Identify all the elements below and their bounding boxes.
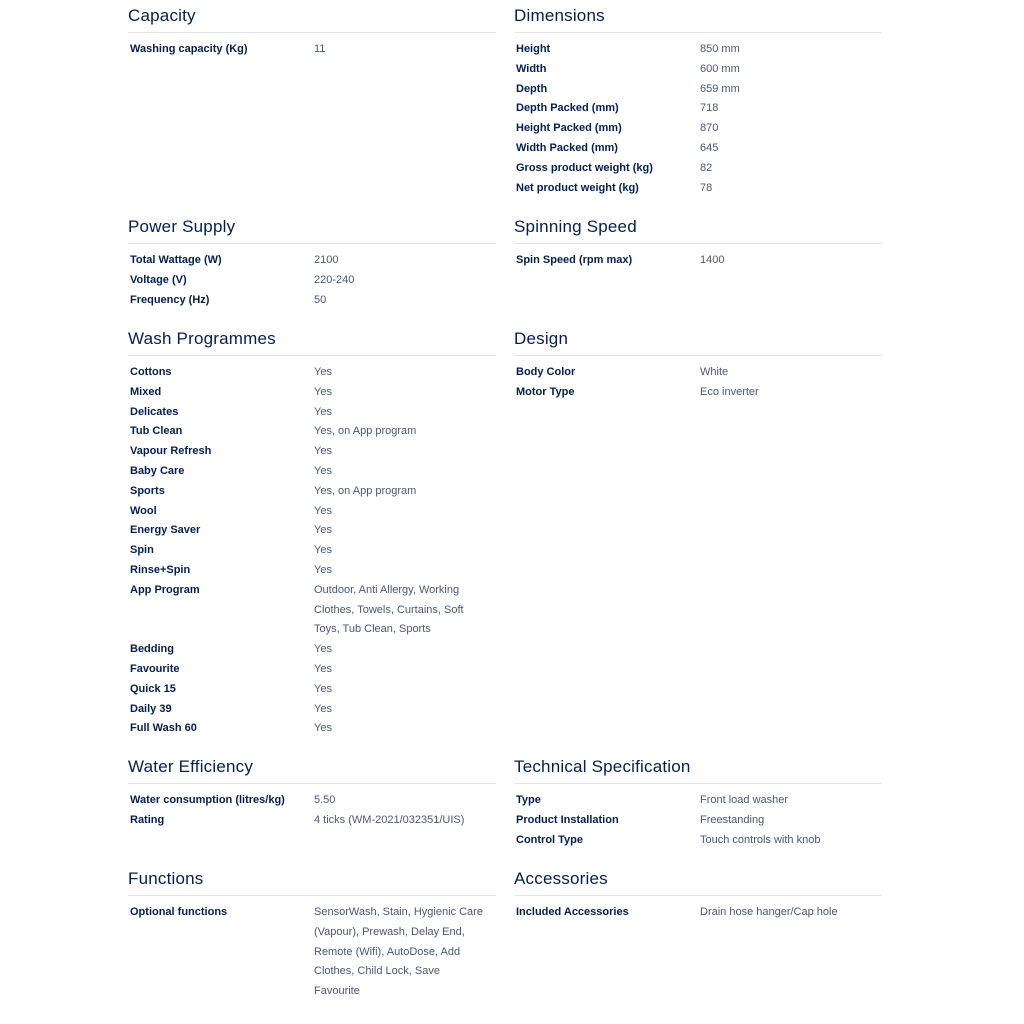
spec-label: Vapour Refresh [130,445,212,458]
spec-row [128,383,496,403]
spec-row [514,80,882,100]
spec-label: Baby Care [130,464,185,477]
spec-label: Type [516,794,541,806]
spec-row [128,791,496,811]
spec-value: Freestanding [700,813,765,826]
section-title: Dimensions [514,2,882,33]
spec-value: Yes [314,405,332,418]
spec-label: Daily 39 [130,702,172,715]
section-wash-programmes [128,325,496,739]
spec-label: Quick 15 [130,682,176,695]
spec-row [128,502,496,522]
section-title: Power Supply [128,213,496,244]
spec-value: Yes [314,682,332,695]
spec-row [514,903,882,923]
spec-value: Touch controls with knob [700,833,821,846]
spec-label: Width [516,62,547,75]
section-design [514,325,882,403]
spec-label: Mixed [130,385,162,398]
spec-label: Delicates [130,405,179,418]
spec-label: Width Packed (mm) [516,141,618,154]
spec-row [128,903,496,1002]
spec-label: Tub Clean [130,425,183,438]
spec-row [514,363,882,383]
spec-rows [514,356,882,403]
spec-row [128,291,496,311]
spec-row [128,363,496,383]
spec-label: Body Color [516,366,576,378]
spec-label: Height [516,43,551,55]
spec-label: Sports [130,484,165,497]
spec-label: Rating [130,813,165,826]
spec-value: 659 mm [700,82,740,95]
section-technical-specification [514,753,882,850]
spec-row [128,482,496,502]
spec-rows [128,33,496,60]
spec-row [514,383,882,403]
spec-rows [514,33,882,198]
spec-value: 1400 [700,254,725,266]
spec-label: Gross product weight (kg) [516,161,653,174]
spec-row [128,541,496,561]
spec-row [514,791,882,811]
spec-label: Rinse+Spin [130,563,191,576]
section-capacity [128,2,496,60]
spec-row [514,811,882,831]
spec-row [514,251,882,271]
section-power-supply [128,213,496,310]
spec-value: Yes, on App program [314,425,417,438]
spec-value: 850 mm [700,43,740,55]
spec-label: Energy Saver [130,524,201,537]
section-title: Water Efficiency [128,753,496,784]
spec-value: Drain hose hanger/Cap hole [700,906,838,918]
spec-value: Yes, on App program [314,484,417,497]
spec-label: Depth [516,82,548,95]
spec-value: Yes [314,563,332,576]
spec-row [128,660,496,680]
spec-value: Front load washer [700,794,789,806]
spec-row [128,422,496,442]
spec-row [128,40,496,60]
section-functions [128,865,496,1002]
spec-value: 718 [700,102,719,115]
spec-value: 78 [700,181,713,194]
spec-value: Eco inverter [700,385,759,398]
spec-rows [128,896,496,1002]
spec-label: Net product weight (kg) [516,181,639,194]
spec-value: 600 mm [700,62,740,75]
spec-label: App Program [130,583,200,596]
spec-label: Included Accessories [516,906,629,918]
spec-label: Frequency (Hz) [130,293,210,306]
spec-row [128,719,496,739]
spec-label: Full Wash 60 [130,722,197,735]
section-title: Accessories [514,865,882,896]
section-title: Design [514,325,882,356]
section-accessories [514,865,882,923]
spec-row [514,60,882,80]
spec-row [128,581,496,640]
section-title: Capacity [128,2,496,33]
section-spinning-speed [514,213,882,271]
section-dimensions [514,2,882,198]
spec-value: SensorWash, Stain, Hygienic Care (Vapour), Prewash, Delay End, Remote (Wifi), AutoDose, Add Clothes, Child Lock, Save Favourite [314,906,483,998]
spec-row [128,251,496,271]
spec-value: Yes [314,722,332,735]
spec-label: Depth Packed (mm) [516,102,619,115]
spec-row [514,159,882,179]
spec-row [514,831,882,851]
spec-value: Outdoor, Anti Allergy, Working Clothes, Towels, Curtains, Soft Toys, Tub Clean, Sports [314,583,464,636]
spec-value: Yes [314,662,332,675]
spec-value: 4 ticks (WM-2021/032351/UIS) [314,813,465,826]
spec-rows [128,356,496,739]
spec-value: 5.50 [314,794,336,806]
spec-value: 870 [700,122,719,135]
spec-row [514,119,882,139]
spec-row [514,139,882,159]
spec-value: Yes [314,445,332,458]
spec-value: White [700,366,729,378]
spec-row [128,700,496,720]
spec-row [514,179,882,199]
spec-label: Washing capacity (Kg) [130,43,248,55]
spec-rows [514,784,882,850]
spec-value: Yes [314,464,332,477]
spec-value: Yes [314,524,332,537]
section-water-efficiency [128,753,496,831]
spec-rows [128,784,496,831]
spec-label: Spin Speed (rpm max) [516,254,633,266]
spec-value: 2100 [314,254,339,266]
spec-row [128,271,496,291]
spec-value: Yes [314,643,332,656]
spec-value: Yes [314,504,332,517]
spec-value: Yes [314,366,332,378]
spec-value: Yes [314,544,332,557]
spec-label: Bedding [130,643,174,656]
spec-row [128,462,496,482]
spec-rows [514,896,882,923]
spec-value: Yes [314,385,332,398]
spec-label: Voltage (V) [130,273,187,286]
spec-label: Total Wattage (W) [130,254,222,266]
spec-row [128,811,496,831]
spec-value: 50 [314,293,327,306]
spec-row [128,403,496,423]
spec-row [514,40,882,60]
spec-row [128,561,496,581]
spec-rows [128,244,496,310]
section-title: Functions [128,865,496,896]
section-title: Wash Programmes [128,325,496,356]
spec-row [128,640,496,660]
spec-label: Spin [130,544,154,557]
spec-row [514,99,882,119]
spec-label: Height Packed (mm) [516,122,622,135]
spec-value: 11 [314,43,326,55]
spec-label: Motor Type [516,385,575,398]
spec-value: 82 [700,161,713,174]
spec-row [128,442,496,462]
spec-label: Control Type [516,833,584,846]
spec-label: Cottons [130,366,172,378]
spec-value: 645 [700,141,719,154]
spec-value: 220-240 [314,273,355,286]
spec-row [128,680,496,700]
spec-label: Favourite [130,662,180,675]
spec-rows [514,244,882,271]
spec-label: Product Installation [516,813,619,826]
section-title: Technical Specification [514,753,882,784]
spec-row [128,521,496,541]
section-title: Spinning Speed [514,213,882,244]
spec-label: Optional functions [130,906,228,918]
spec-value: Yes [314,702,332,715]
spec-label: Wool [130,504,157,517]
spec-label: Water consumption (litres/kg) [130,794,285,806]
